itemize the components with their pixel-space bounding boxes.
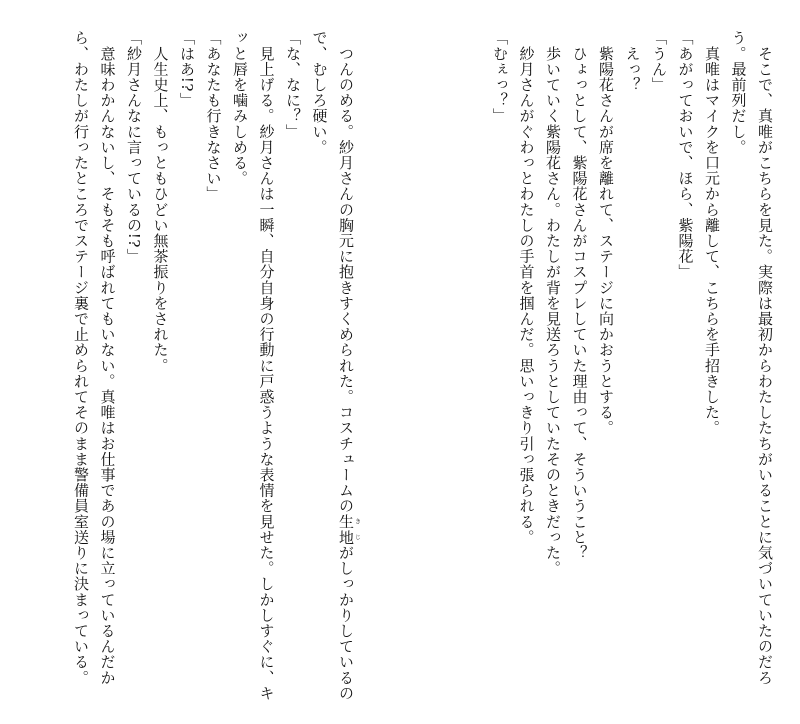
paragraph-with-ruby <box>306 30 360 710</box>
ruby-reading: きじ <box>353 513 361 545</box>
paragraph: えっ？ <box>623 30 642 93</box>
paragraph: 見上げる。紗月さんは一瞬、自分自身の行動に戸惑うような表情を見せた。しかしすぐに、キッと唇を噛みしめる。 <box>231 30 276 701</box>
paragraph: 紗月さんがぐわっとわたしの手首を掴んだ。思いっきり引っ張られる。 <box>517 30 536 545</box>
text-segment: つんのめる。紗月さんの胸元に抱きすくめられた。コスチュームの <box>337 30 355 514</box>
paragraph: 人生史上、もっともひどい無茶振りをされた。 <box>151 30 170 374</box>
text-block-right <box>430 30 778 710</box>
dialogue-line: 「うん」 <box>650 30 668 93</box>
ruby-annotation <box>337 513 361 545</box>
dialogue-line: 「な、なに？」 <box>284 30 302 140</box>
dialogue-line: 「むぇっ？」 <box>491 30 509 124</box>
dialogue-line: 「あがっておいで、ほら、紫陽花」 <box>676 30 695 280</box>
paragraph: ひょっとして、紫陽花さんがコスプレしていた理由って、そういうこと？ <box>570 30 589 561</box>
paragraph: 意味わかんないし、そもそも呼ばれてもいない。真唯はお仕事であの場に立っているんだから、わたしが行ったところでステージ裏で止められてそのまま警備員室送りに決まっている。 <box>72 30 117 686</box>
text-segment: がしっかりしているので、むしろ硬い。 <box>310 30 355 701</box>
dialogue-line: 「あなたも行きなさい」 <box>204 30 223 202</box>
paragraph: 真唯はマイクを口元から離して、こちらを手招きした。 <box>703 30 721 436</box>
ruby-base: 生地 <box>337 513 355 545</box>
paragraph: そこで、真唯がこちらを見た。実際は最初からわたしたちがいることに気づいていたのだろう。最前列だし。 <box>729 30 774 686</box>
dialogue-line: 「紗月さんなに言っているの!?」 <box>125 30 143 264</box>
dialogue-line: 「はあ!?」 <box>178 30 196 108</box>
paragraph: 歩いていく紫陽花さん。わたしが背を見送ろうとしていたそのときだった。 <box>544 30 562 576</box>
text-block-left <box>20 30 360 710</box>
paragraph: 紫陽花さんが席を離れて、ステージに向かおうとする。 <box>597 30 615 436</box>
